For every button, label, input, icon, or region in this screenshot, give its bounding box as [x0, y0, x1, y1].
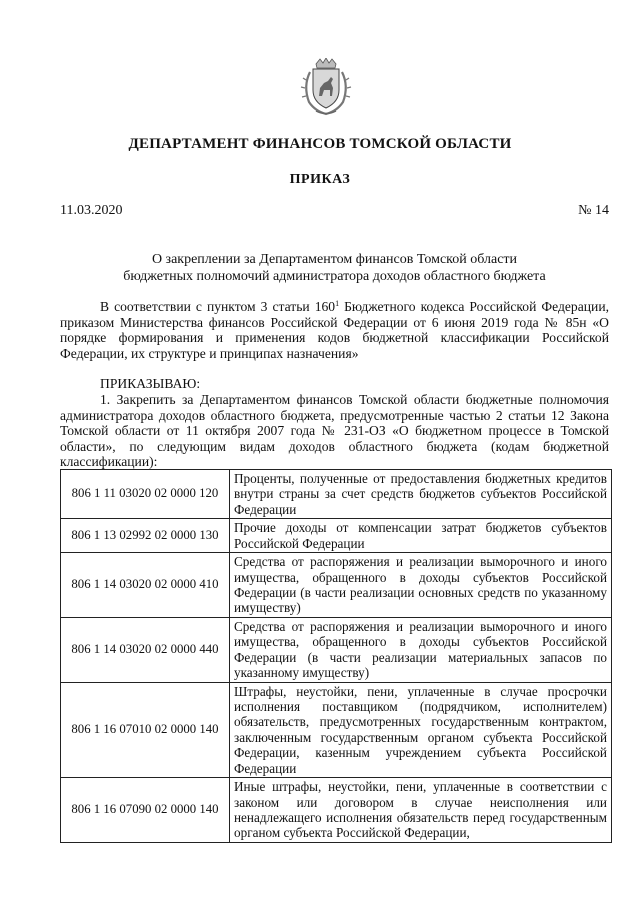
revenue-description-cell: Средства от распоряжения и реализации выморочного и иного имущества, обращенного в доходы субъектов Российской Федерации (в части реализации материальных запасов по указанному имуществу): [230, 618, 612, 683]
order-date: 11.03.2020: [60, 203, 123, 218]
revenue-description-cell: Штрафы, неустойки, пени, уплаченные в случае просрочки исполнения поставщиком (подрядчиком, исполнителем) обязательств, предусмотренных государственным контрактом, заключенным государственным органом субъекта Российской Федерации, казенным учреждением субъекта Российской Федерации: [230, 682, 612, 777]
table-row: [61, 682, 612, 777]
budget-code-cell: 806 1 11 03020 02 0000 120: [61, 470, 230, 519]
budget-code-cell: 806 1 13 02992 02 0000 130: [61, 519, 230, 553]
tomsk-coat-of-arms-icon: [300, 58, 352, 116]
table-row: [61, 618, 612, 683]
revenue-description-cell: Средства от распоряжения и реализации выморочного и иного имущества, обращенного в доходы субъектов Российской Федерации (в части реализации основных средств по указанному имуществу): [230, 553, 612, 618]
budget-code-cell: 806 1 16 07090 02 0000 140: [61, 778, 230, 843]
subject-line-2: бюджетных полномочий администратора доходов областного бюджета: [123, 269, 546, 284]
budget-code-cell: 806 1 14 03020 02 0000 440: [61, 618, 230, 683]
budget-code-cell: 806 1 16 07010 02 0000 140: [61, 682, 230, 777]
document-type-title: ПРИКАЗ: [289, 172, 351, 187]
revenue-description-cell: Проценты, полученные от предоставления бюджетных кредитов внутри страны за счет средств бюджетов субъектов Российской Федерации: [230, 470, 612, 519]
revenue-description-cell: Иные штрафы, неустойки, пени, уплаченные в соответствии с законом или договором в случае неисполнения или ненадлежащего исполнения обязательств перед государственным органом субъекта Российской Федерации,: [230, 778, 612, 843]
table-row: [61, 553, 612, 618]
budget-code-cell: 806 1 14 03020 02 0000 410: [61, 553, 230, 618]
department-title: ДЕПАРТАМЕНТ ФИНАНСОВ ТОМСКОЙ ОБЛАСТИ: [128, 136, 512, 152]
table-row: [61, 778, 612, 843]
preamble-text-end: Бюджетного кодекса Российской Федерации, приказом Министерства финансов Российской Федерации от 6 июня 2019 года № 85н «О порядке формирования и применения кодов бюджетной классификации Российской Федерации, их структуре и принципах назначения»: [60, 299, 609, 361]
preamble-text-start: В соответствии с пунктом 3 статьи 160: [100, 299, 336, 314]
revenue-description-cell: Прочие доходы от компенсации затрат бюджетов субъектов Российской Федерации: [230, 519, 612, 553]
table-row: [61, 519, 612, 553]
order-word: ПРИКАЗЫВАЮ:: [100, 376, 201, 391]
preamble-paragraph: [60, 299, 609, 361]
clause-1-paragraph: 1. Закрепить за Департаментом финансов Томской области бюджетные полномочия администратора доходов областного бюджета, предусмотренные частью 2 статьи 12 Закона Томской области от 11 октября 2007 года № 231-ОЗ «О бюджетном процессе в Томской области», по следующим видам доходов областного бюджета (кодам бюджетной классификации):: [60, 392, 609, 470]
revenue-codes-table: [60, 469, 612, 843]
table-row: [61, 470, 612, 519]
article-superscript: 1: [335, 299, 340, 308]
order-number: № 14: [578, 203, 609, 218]
subject-line-1: О закреплении за Департаментом финансов Томской области: [151, 252, 518, 267]
